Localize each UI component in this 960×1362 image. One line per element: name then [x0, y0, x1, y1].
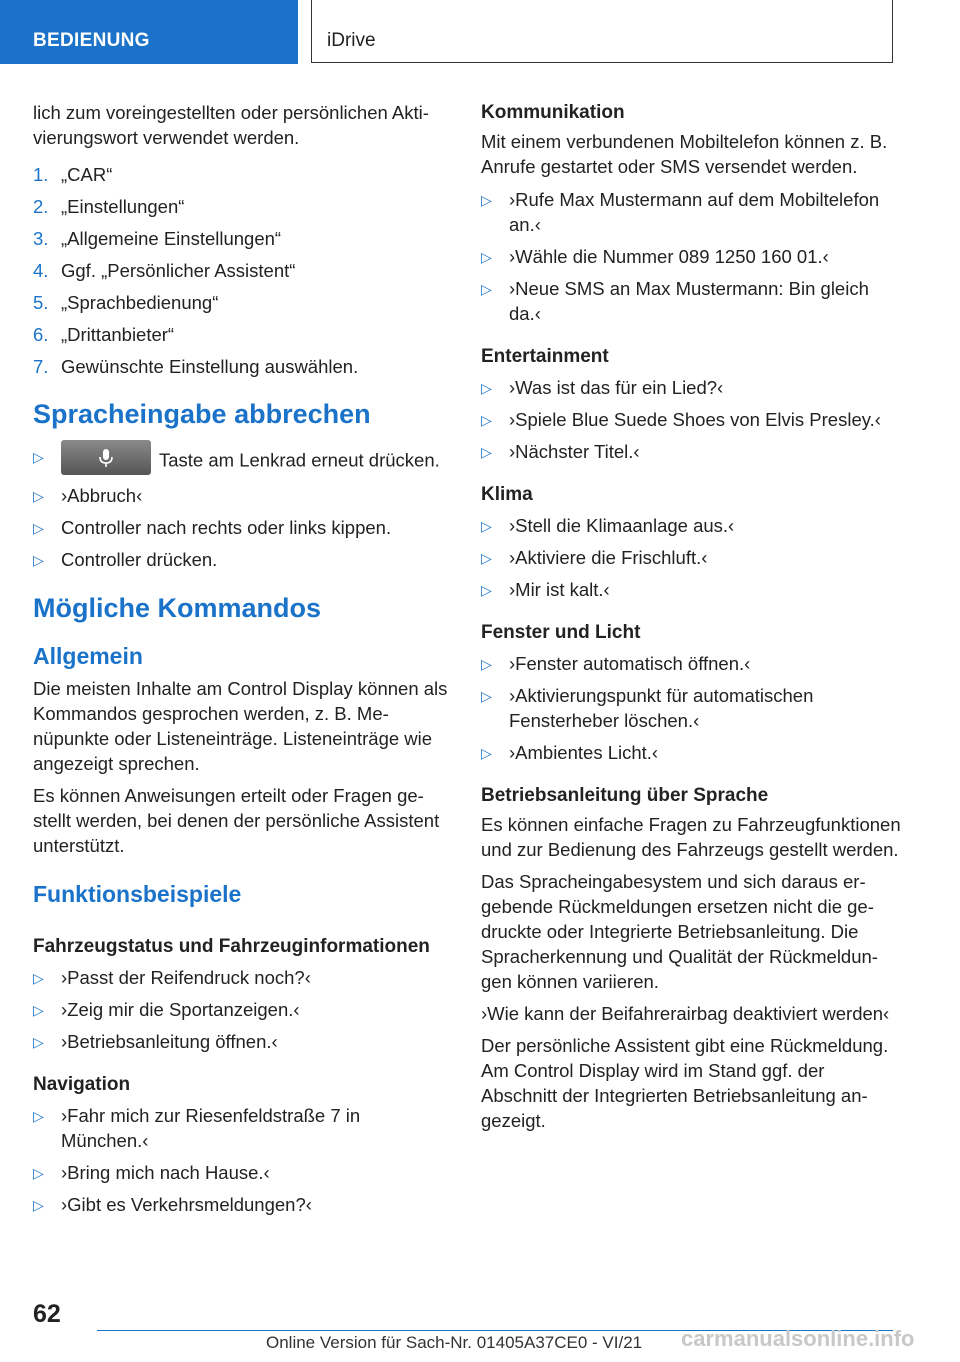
microphone-icon [98, 448, 114, 468]
entertainment-heading: Entertainment [481, 346, 609, 367]
list-item: ▷ ›Bring mich nach Hause.‹ [33, 1160, 449, 1185]
triangle-right-icon: ▷ [481, 518, 492, 534]
manual-paragraph-4: Der persönliche Assistent gibt eine Rückmeldung. Am Control Display wird im Stand ggf. der Abschnitt der Integrierten Betriebsanleitung angezeigt. [481, 1035, 889, 1131]
vehicle-heading: Fahrzeugstatus und Fahrzeuginformationen [33, 936, 430, 957]
list-item: ▷ Controller nach rechts oder links kippen. [33, 515, 449, 540]
list-item: ▷ ›Aktivierungspunkt für automatischen Fensterheber löschen.‹ [481, 685, 814, 731]
list-item: 2. „Einstellungen“ [33, 196, 185, 217]
triangle-right-icon: ▷ [33, 1108, 44, 1124]
right-column [481, 100, 901, 1140]
climate-heading: Klima [481, 484, 533, 505]
footer-version: Online Version für Sach-Nr. 01405A37CE0 - VI/21 [266, 1333, 643, 1352]
triangle-right-icon: ▷ [481, 688, 492, 704]
intro-paragraph: lich zum voreingestellten oder persönlichen Aktivierungswort verwendet werden. [33, 102, 429, 148]
triangle-right-icon: ▷ [33, 1002, 44, 1018]
triangle-right-icon: ▷ [481, 745, 492, 761]
triangle-right-icon: ▷ [481, 550, 492, 566]
triangle-right-icon: ▷ [33, 552, 44, 568]
list-item: ▷ ›Rufe Max Mustermann auf dem Mobiltelefon an.‹ [481, 189, 880, 235]
cancel-heading: Spracheingabe abbrechen [33, 399, 371, 429]
communication-paragraph: Mit einem verbundenen Mobiltelefon können z. B. Anrufe gestartet oder SMS versendet werden. [481, 131, 888, 177]
header-section-label: BEDIENUNG [33, 30, 150, 51]
list-item: ▷ ›Neue SMS an Max Mustermann: Bin gleich da.‹ [481, 278, 869, 324]
left-column [33, 100, 449, 1224]
watermark: carmanualsonline.info [681, 1326, 915, 1351]
communication-list [481, 187, 901, 326]
list-item: ▷ ›Nächster Titel.‹ [481, 439, 901, 464]
header-chapter-label: iDrive [327, 30, 376, 51]
list-item: ▷ ›Passt der Reifendruck noch?‹ [33, 965, 449, 990]
list-item: ▷ ›Mir ist kalt.‹ [481, 577, 901, 602]
window-light-heading: Fenster und Licht [481, 622, 641, 643]
vehicle-list [33, 965, 449, 1054]
manual-heading: Betriebsanleitung über Sprache [481, 785, 769, 806]
manual-paragraph-1: Es können einfache Fragen zu Fahrzeugfunktionen und zur Bedienung des Fahrzeugs gestellt werden. [481, 814, 901, 860]
microphone-button-image [61, 440, 151, 475]
cancel-list [33, 444, 449, 572]
triangle-right-icon: ▷ [33, 520, 44, 536]
list-item: ▷ ›Wähle die Nummer 089 1250 160 01.‹ [481, 244, 901, 269]
triangle-right-icon: ▷ [33, 449, 44, 465]
navigation-heading: Navigation [33, 1074, 131, 1095]
triangle-right-icon: ▷ [481, 656, 492, 672]
manual-paragraph-3: ›Wie kann der Beifahrerairbag deaktiviert werden‹ [481, 1003, 890, 1024]
list-item: ▷ Controller drücken. [33, 547, 449, 572]
list-item: ▷ ›Aktiviere die Frischluft.‹ [481, 545, 901, 570]
manual-paragraph-2: Das Spracheingabesystem und sich daraus ergebende Rückmeldungen ersetzen nicht die gedruckte oder Integrierte Betriebsanleitung. Die Spracherkennung und Qualität der Rückmeldungen können variieren. [481, 871, 878, 992]
list-item: ▷ ›Betriebsanleitung öffnen.‹ [33, 1029, 449, 1054]
page-number: 62 [33, 1300, 61, 1328]
triangle-right-icon: ▷ [481, 281, 492, 297]
list-item: ▷ ›Fahr mich zur Riesenfeldstraße 7 in München.‹ [33, 1105, 361, 1151]
triangle-right-icon: ▷ [481, 582, 492, 598]
general-paragraph-1: Die meisten Inhalte am Control Display können als Kommandos gesprochen werden, z. B. Menüpunkte oder Listeneinträge. Listeneinträge wie angezeigt sprechen. [33, 678, 448, 774]
list-item: ▷ ›Zeig mir die Sportanzeigen.‹ [33, 997, 449, 1022]
list-item: ▷ ›Ambientes Licht.‹ [481, 740, 901, 765]
general-paragraph-2: Es können Anweisungen erteilt oder Fragen gestellt werden, bei denen der persönliche Assistent unterstützt. [33, 785, 440, 856]
triangle-right-icon: ▷ [481, 444, 492, 460]
list-item: 6. „Drittanbieter“ [33, 324, 175, 345]
general-heading: Allgemein [33, 643, 143, 669]
list-item: ▷ ›Gibt es Verkehrsmeldungen?‹ [33, 1192, 449, 1217]
examples-heading: Funktionsbeispiele [33, 881, 242, 907]
triangle-right-icon: ▷ [33, 1197, 44, 1213]
list-item: 1. „CAR“ [33, 164, 113, 185]
triangle-right-icon: ▷ [481, 249, 492, 265]
header-section-tab [0, 0, 298, 64]
list-item: 3. „Allgemeine Einstellungen“ [33, 228, 282, 249]
window-light-list [481, 651, 901, 765]
settings-steps-list [33, 162, 449, 386]
triangle-right-icon: ▷ [33, 1034, 44, 1050]
communication-heading: Kommunikation [481, 102, 625, 123]
entertainment-list [481, 375, 901, 464]
triangle-right-icon: ▷ [33, 488, 44, 504]
triangle-right-icon: ▷ [33, 970, 44, 986]
list-item: ▷ ›Spiele Blue Suede Shoes von Elvis Presley.‹ [481, 407, 901, 432]
triangle-right-icon: ▷ [33, 1165, 44, 1181]
header-chapter-box [311, 0, 893, 63]
list-item: ▷ Taste am Lenkrad erneut drücken. [33, 444, 449, 479]
triangle-right-icon: ▷ [481, 192, 492, 208]
triangle-right-icon: ▷ [481, 412, 492, 428]
list-item: 4. Ggf. „Persönlicher Assistent“ [33, 260, 296, 281]
list-item: ▷ ›Stell die Klimaanlage aus.‹ [481, 513, 901, 538]
list-item: ▷ ›Was ist das für ein Lied?‹ [481, 375, 901, 400]
list-item: ▷ ›Abbruch‹ [33, 483, 449, 508]
navigation-list [33, 1103, 449, 1217]
climate-list [481, 513, 901, 602]
list-item: ▷ ›Fenster automatisch öffnen.‹ [481, 651, 901, 676]
commands-heading: Mögliche Kommandos [33, 593, 322, 623]
triangle-right-icon: ▷ [481, 380, 492, 396]
list-item: 5. „Sprachbedienung“ [33, 292, 219, 313]
list-item: 7. Gewünschte Einstellung auswählen. [33, 356, 359, 377]
